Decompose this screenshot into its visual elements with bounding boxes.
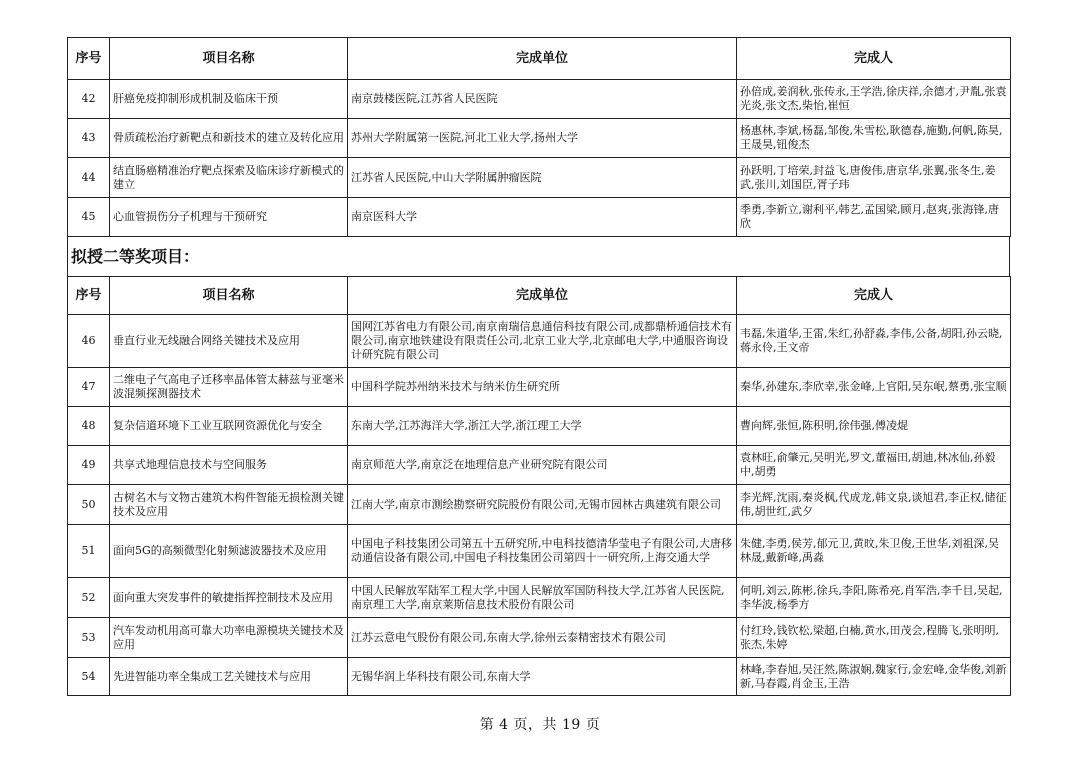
cell-person: 曹向辉,张恒,陈积明,徐伟强,傅凌焜 <box>737 407 1011 446</box>
table-row <box>68 525 1011 578</box>
page-footer: 第 4 页，共 19 页 <box>479 717 601 733</box>
table-header-row <box>68 277 1011 315</box>
cell-no: 50 <box>68 485 110 525</box>
table-row <box>68 80 1011 119</box>
cell-project: 汽车发动机用高可靠大功率电源模块关键技术及应用 <box>110 618 348 658</box>
cell-no: 54 <box>68 658 110 696</box>
header-person: 完成人 <box>737 38 1011 80</box>
cell-no: 51 <box>68 525 110 578</box>
cell-unit: 南京医科大学 <box>348 198 737 237</box>
cell-no: 53 <box>68 618 110 658</box>
cell-unit: 中国科学院苏州纳米技术与纳米仿生研究所 <box>348 368 737 407</box>
table-row <box>68 198 1011 237</box>
cell-no: 47 <box>68 368 110 407</box>
cell-unit: 江苏云意电气股份有限公司,东南大学,徐州云泰精密技术有限公司 <box>348 618 737 658</box>
cell-unit: 南京鼓楼医院,江苏省人民医院 <box>348 80 737 119</box>
cell-unit: 东南大学,江苏海洋大学,浙江大学,浙江理工大学 <box>348 407 737 446</box>
cell-unit: 江苏省人民医院,中山大学附属肿瘤医院 <box>348 158 737 198</box>
cell-unit: 中国人民解放军陆军工程大学,中国人民解放军国防科技大学,江苏省人民医院,南京理工大学,南京莱斯信息技术股份有限公司 <box>348 578 737 618</box>
table-row <box>68 446 1011 485</box>
table-row <box>68 315 1011 368</box>
cell-person: 付红玲,钱钦松,梁超,白楠,黄水,田茂会,程腾飞,张明明,张杰,朱婷 <box>737 618 1011 658</box>
cell-unit: 国网江苏省电力有限公司,南京南瑞信息通信科技有限公司,成都鼎桥通信技术有限公司,南京地铁建设有限责任公司,北京工业大学,北京邮电大学,中通服咨询设计研究院有限公司 <box>348 315 737 368</box>
header-project: 项目名称 <box>110 38 348 80</box>
cell-no: 46 <box>68 315 110 368</box>
cell-project: 二维电子气高电子迁移率晶体管太赫兹与亚毫米波混频探测器技术 <box>110 368 348 407</box>
table-header-row <box>68 38 1011 80</box>
header-no: 序号 <box>68 277 110 315</box>
cell-no: 42 <box>68 80 110 119</box>
cell-no: 44 <box>68 158 110 198</box>
table-row <box>68 658 1011 696</box>
cell-project: 面向重大突发事件的敏捷指挥控制技术及应用 <box>110 578 348 618</box>
second-prize-table <box>67 276 1011 696</box>
table-row <box>68 119 1011 158</box>
cell-project: 复杂信道环境下工业互联网资源优化与安全 <box>110 407 348 446</box>
header-project: 项目名称 <box>110 277 348 315</box>
cell-person: 孙倍成,姜润秋,张传永,王学浩,徐庆祥,余德才,尹胤,张袁光炎,张文杰,柴怡,崔恒 <box>737 80 1011 119</box>
cell-project: 垂直行业无线融合网络关键技术及应用 <box>110 315 348 368</box>
table-row <box>68 158 1011 198</box>
header-unit: 完成单位 <box>348 38 737 80</box>
cell-person: 季勇,李新立,谢利平,韩艺,孟国梁,顾月,赵爽,张海锋,唐欣 <box>737 198 1011 237</box>
cell-project: 共享式地理信息技术与空间服务 <box>110 446 348 485</box>
cell-person: 朱健,李勇,侯芳,郁元卫,黄旼,朱卫俊,王世华,刘祖深,吴林晟,戴新峰,禹淼 <box>737 525 1011 578</box>
table-row <box>68 578 1011 618</box>
cell-person: 秦华,孙建东,李欣幸,张金峰,上官阳,吴东岷,蔡勇,张宝顺 <box>737 368 1011 407</box>
header-no: 序号 <box>68 38 110 80</box>
header-person: 完成人 <box>737 277 1011 315</box>
table-row <box>68 407 1011 446</box>
award-list-sheet <box>67 37 1010 696</box>
cell-project: 骨质疏松治疗新靶点和新技术的建立及转化应用 <box>110 119 348 158</box>
cell-project: 古树名木与文物古建筑木构件智能无损检测关键技术及应用 <box>110 485 348 525</box>
cell-unit: 南京师范大学,南京泛在地理信息产业研究院有限公司 <box>348 446 737 485</box>
cell-project: 心血管损伤分子机理与干预研究 <box>110 198 348 237</box>
cell-no: 43 <box>68 119 110 158</box>
cell-project: 肝癌免疫抑制形成机制及临床干预 <box>110 80 348 119</box>
cell-unit: 江南大学,南京市测绘勘察研究院股份有限公司,无锡市园林古典建筑有限公司 <box>348 485 737 525</box>
cell-no: 48 <box>68 407 110 446</box>
table-row <box>68 485 1011 525</box>
cell-no: 45 <box>68 198 110 237</box>
cell-person: 袁林旺,俞肇元,吴明光,罗文,董福田,胡迪,林冰仙,孙毅中,胡勇 <box>737 446 1011 485</box>
cell-person: 韦磊,朱道华,王雷,朱红,孙舒淼,李伟,公备,胡阳,孙云晓,蒋永伶,王文帝 <box>737 315 1011 368</box>
cell-no: 49 <box>68 446 110 485</box>
cell-unit: 苏州大学附属第一医院,河北工业大学,扬州大学 <box>348 119 737 158</box>
table-row <box>68 618 1011 658</box>
cell-person: 林峰,李春旭,吴汪然,陈淑娴,魏家行,金宏峰,金华俊,刘新新,马春霞,肖金玉,王浩 <box>737 658 1011 696</box>
cell-person: 杨惠林,李斌,杨磊,邹俊,朱雪松,耿德春,施勤,何帆,陈昊,王晟昊,钮俊杰 <box>737 119 1011 158</box>
header-unit: 完成单位 <box>348 277 737 315</box>
cell-unit: 中国电子科技集团公司第五十五研究所,中电科技德清华莹电子有限公司,大唐移动通信设备有限公司,中国电子科技集团公司第四十一研究所,上海交通大学 <box>348 525 737 578</box>
section-title-second-prize: 拟授二等奖项目： <box>67 237 1010 276</box>
cell-project: 结直肠癌精准治疗靶点探索及临床诊疗新模式的建立 <box>110 158 348 198</box>
cell-person: 孙跃明,丁培荣,封益飞,唐俊伟,唐京华,张翼,张冬生,姜武,张川,刘国臣,胥子玮 <box>737 158 1011 198</box>
cell-person: 李光辉,沈雨,秦炎枫,代成龙,韩文泉,谈旭君,李正权,储征伟,胡世红,武夕 <box>737 485 1011 525</box>
cell-project: 面向5G的高频微型化射频滤波器技术及应用 <box>110 525 348 578</box>
first-prize-table <box>67 37 1011 237</box>
cell-project: 先进智能功率全集成工艺关键技术与应用 <box>110 658 348 696</box>
cell-person: 何明,刘云,陈彬,徐兵,李阳,陈希亮,肖军浩,李千目,吴起,李华波,杨季方 <box>737 578 1011 618</box>
table-row <box>68 368 1011 407</box>
cell-no: 52 <box>68 578 110 618</box>
cell-unit: 无锡华润上华科技有限公司,东南大学 <box>348 658 737 696</box>
